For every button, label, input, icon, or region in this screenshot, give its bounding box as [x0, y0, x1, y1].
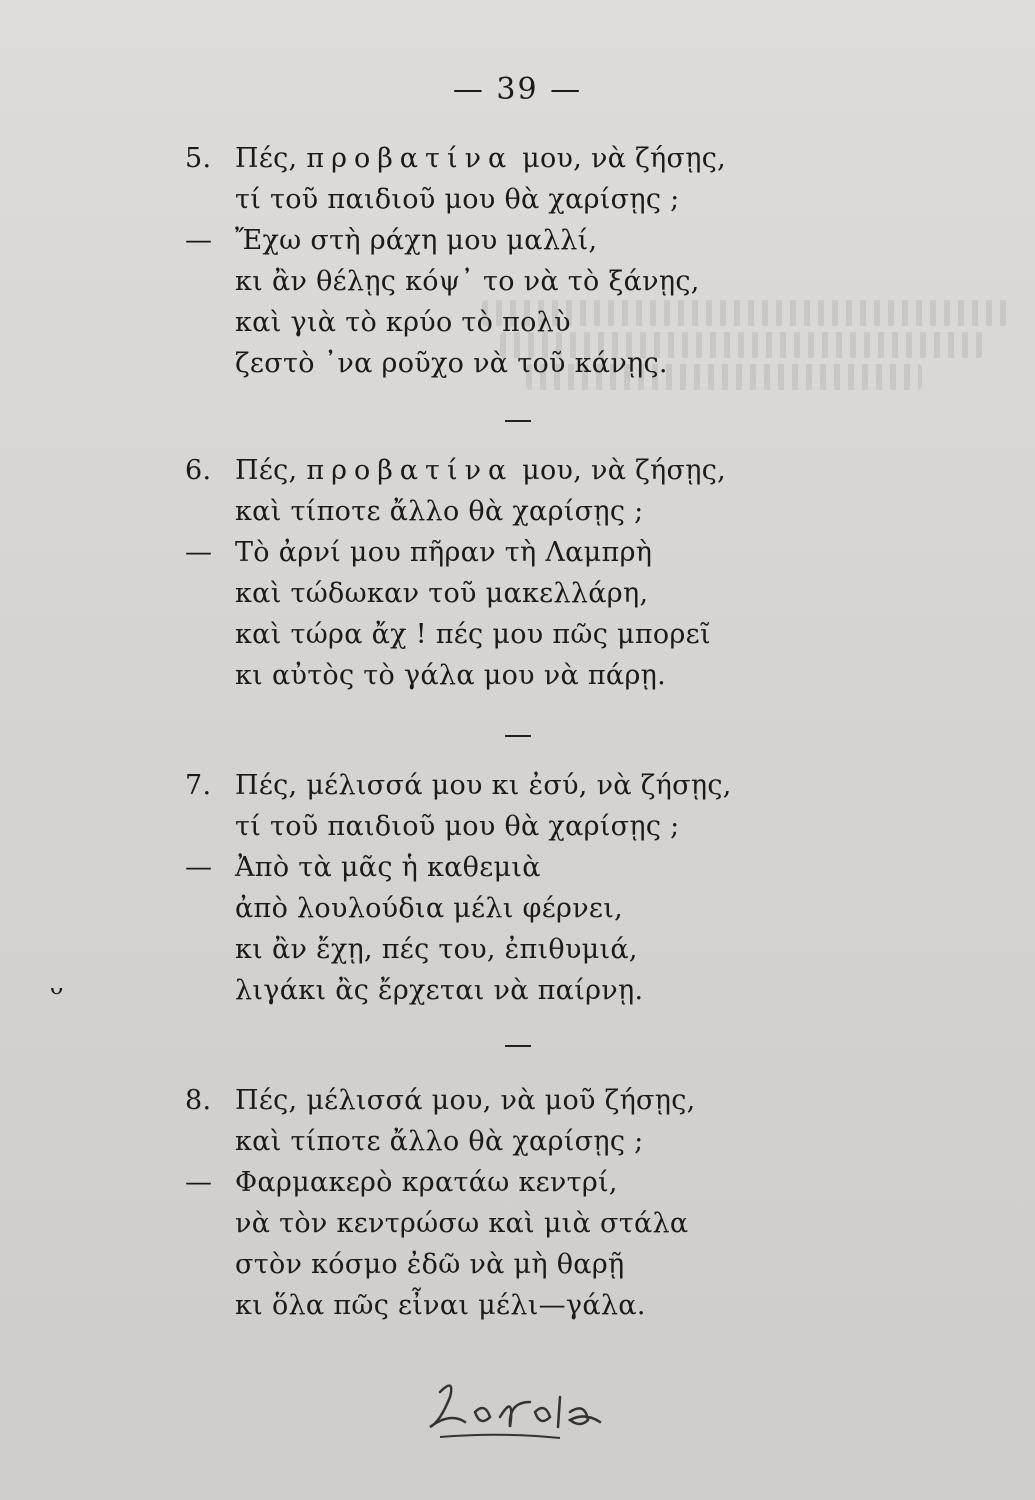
verse-line: [185, 970, 905, 1011]
stanza-6: [185, 450, 905, 696]
verse-text: Τὸ ἀρνί μου πῆραν τὴ Λαμπρὴ: [235, 537, 653, 568]
verse-line: [185, 179, 905, 220]
verse-line: [185, 532, 905, 573]
verse-line: [185, 1203, 905, 1244]
verse-text: ἀπὸ λουλούδια μέλι φέρνει,: [235, 893, 623, 924]
verse-text-pre: Πές,: [235, 455, 307, 486]
verse-text: τί τοῦ παιδιοῦ μου θὰ χαρίσῃς ;: [235, 811, 680, 842]
stanza-number: 7.: [185, 770, 212, 801]
dialogue-dash: —: [185, 537, 213, 568]
verse-text: καὶ τώδωκαν τοῦ μακελλάρη,: [235, 578, 649, 609]
verse-text: λιγάκι ἂς ἔρχεται νὰ παίρνῃ.: [235, 975, 644, 1006]
stanza-divider: [505, 1045, 531, 1047]
verse-text: Ἀπὸ τὰ μᾶς ἡ καθεμιὰ: [235, 852, 541, 883]
verse-text: κι ἂν θέλῃς κόψ᾽ το νὰ τὸ ξάνῃς,: [235, 266, 700, 297]
verse-line: [185, 302, 905, 343]
stanza-divider: [505, 420, 531, 422]
stanza-5: [185, 138, 905, 384]
verse-line: [185, 1285, 905, 1326]
verse-text: νὰ τὸν κεντρώσω καὶ μιὰ στάλα: [235, 1208, 689, 1239]
verse-line: [185, 765, 905, 806]
verse-text: Πές, μέλισσά μου κι ἐσύ, νὰ ζήσῃς,: [235, 770, 732, 801]
verse-text: καὶ τίποτε ἄλλο θὰ χαρίσῃς ;: [235, 496, 644, 527]
verse-line: [185, 261, 905, 302]
verse-text-pre: Πές,: [235, 143, 307, 174]
verse-text-spaced: προβατίνα: [306, 455, 514, 486]
verse-text: στὸν κόσμο ἐδῶ νὰ μὴ θαρῇ: [235, 1249, 625, 1280]
verse-text: κι αὐτὸς τὸ γάλα μου νὰ πάρῃ.: [235, 660, 666, 691]
verse-text: κι ἂν ἔχῃ, πές του, ἐπιθυμιά,: [235, 934, 638, 965]
verse-text: τί τοῦ παιδιοῦ μου θὰ χαρίσῃς ;: [235, 184, 680, 215]
verse-text: Ἔχω στὴ ράχη μου μαλλί,: [235, 225, 598, 256]
verse-line: [185, 806, 905, 847]
verse-line: [185, 655, 905, 696]
verse-text: Πές, μέλισσά μου, νὰ μοῦ ζήσῃς,: [235, 1085, 696, 1116]
verse-text: καὶ γιὰ τὸ κρύο τὸ πολὺ: [235, 307, 571, 338]
verse-line: [185, 491, 905, 532]
stanza-number: 5.: [185, 143, 212, 174]
verse-text: Φαρμακερὸ κρατάω κεντρί,: [235, 1167, 618, 1198]
verse-text: καὶ τώρα ἄχ ! πές μου πῶς μπορεῖ: [235, 619, 711, 650]
verse-line: [185, 929, 905, 970]
page-number: — 39 —: [452, 72, 583, 107]
verse-line: [185, 343, 905, 384]
verse-text: καὶ τίποτε ἄλλο θὰ χαρίσῃς ;: [235, 1126, 644, 1157]
stanza-number: 8.: [185, 1085, 212, 1116]
verse-line: [185, 847, 905, 888]
stanza-number: 6.: [185, 455, 212, 486]
dialogue-dash: —: [185, 225, 213, 256]
verse-line: [185, 614, 905, 655]
dialogue-dash: —: [185, 852, 213, 883]
stanza-8: [185, 1080, 905, 1326]
verse-line: [185, 888, 905, 929]
verse-line: [185, 138, 905, 179]
verse-text-post: μου, νὰ ζήσῃς,: [513, 143, 727, 174]
verse-text-spaced: προβατίνα: [306, 143, 514, 174]
verse-text-post: μου, νὰ ζήσῃς,: [513, 455, 727, 486]
verse-line: [185, 1080, 905, 1121]
verse-line: [185, 450, 905, 491]
margin-mark: ᴗ: [50, 975, 64, 1000]
stanza-7: [185, 765, 905, 1011]
verse-line: [185, 1162, 905, 1203]
verse-text: κι ὅλα πῶς εἶναι μέλι—γάλα.: [235, 1290, 646, 1321]
verse-line: [185, 1121, 905, 1162]
handwritten-signature: [420, 1372, 640, 1452]
verse-line: [185, 573, 905, 614]
stanza-divider: [505, 735, 531, 737]
verse-text: ζεστὸ ᾽να ροῦχο νὰ τοῦ κάνῃς.: [235, 348, 668, 379]
dialogue-dash: —: [185, 1167, 213, 1198]
verse-line: [185, 220, 905, 261]
verse-line: [185, 1244, 905, 1285]
